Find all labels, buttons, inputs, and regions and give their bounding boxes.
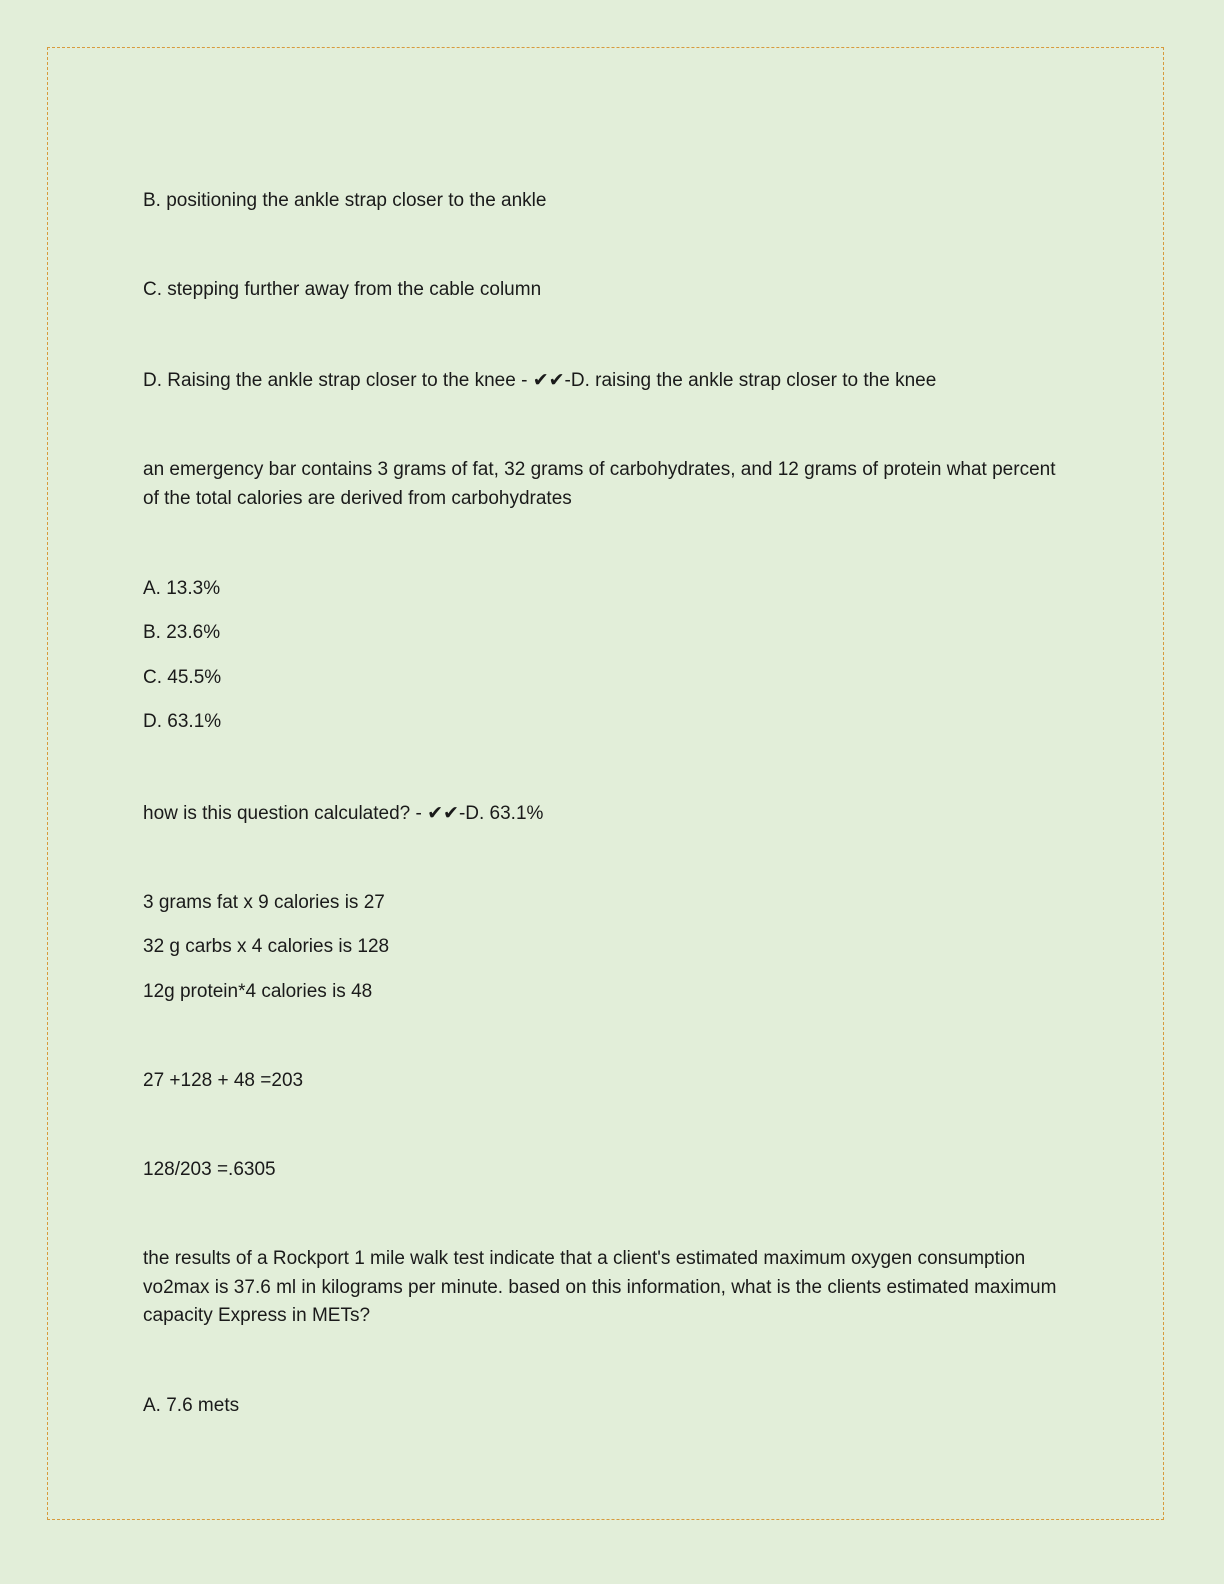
calculation-line: 12g protein*4 calories is 48 — [143, 981, 373, 1002]
answer-option-a: A. 13.3% — [143, 578, 221, 599]
answer-option-a: A. 7.6 mets — [143, 1395, 240, 1416]
answer-option-b: B. 23.6% — [143, 622, 221, 643]
answer-option-d: D. 63.1% — [143, 711, 222, 732]
calculation-sum: 27 +128 + 48 =203 — [143, 1070, 304, 1091]
question-text: the results of a Rockport 1 mile walk test indicate that a client's estimated maximum oxygen consumption vo2max is 37.6 ml in kilograms per minute. based on this information, what is the clients estimated maximum capacity Express in METs? — [143, 1248, 1057, 1326]
question-text: an emergency bar contains 3 grams of fat, 32 grams of carbohydrates, and 12 grams of protein what percent of the total calories are derived from carbohydrates — [143, 459, 1056, 509]
calculation-line: 32 g carbs x 4 calories is 128 — [143, 936, 390, 957]
calculation-line: 3 grams fat x 9 calories is 27 — [143, 892, 385, 913]
calculation-ratio: 128/203 =.6305 — [143, 1159, 276, 1180]
answer-option-d-with-key: D. Raising the ankle strap closer to the knee - ✔✔-D. raising the ankle strap closer to the knee — [143, 370, 937, 391]
answer-option-c: C. stepping further away from the cable column — [143, 279, 542, 300]
answer-option-c: C. 45.5% — [143, 667, 222, 688]
question-with-key: how is this question calculated? - ✔✔-D. 63.1% — [143, 803, 544, 824]
answer-option-b: B. positioning the ankle strap closer to the ankle — [143, 190, 547, 211]
